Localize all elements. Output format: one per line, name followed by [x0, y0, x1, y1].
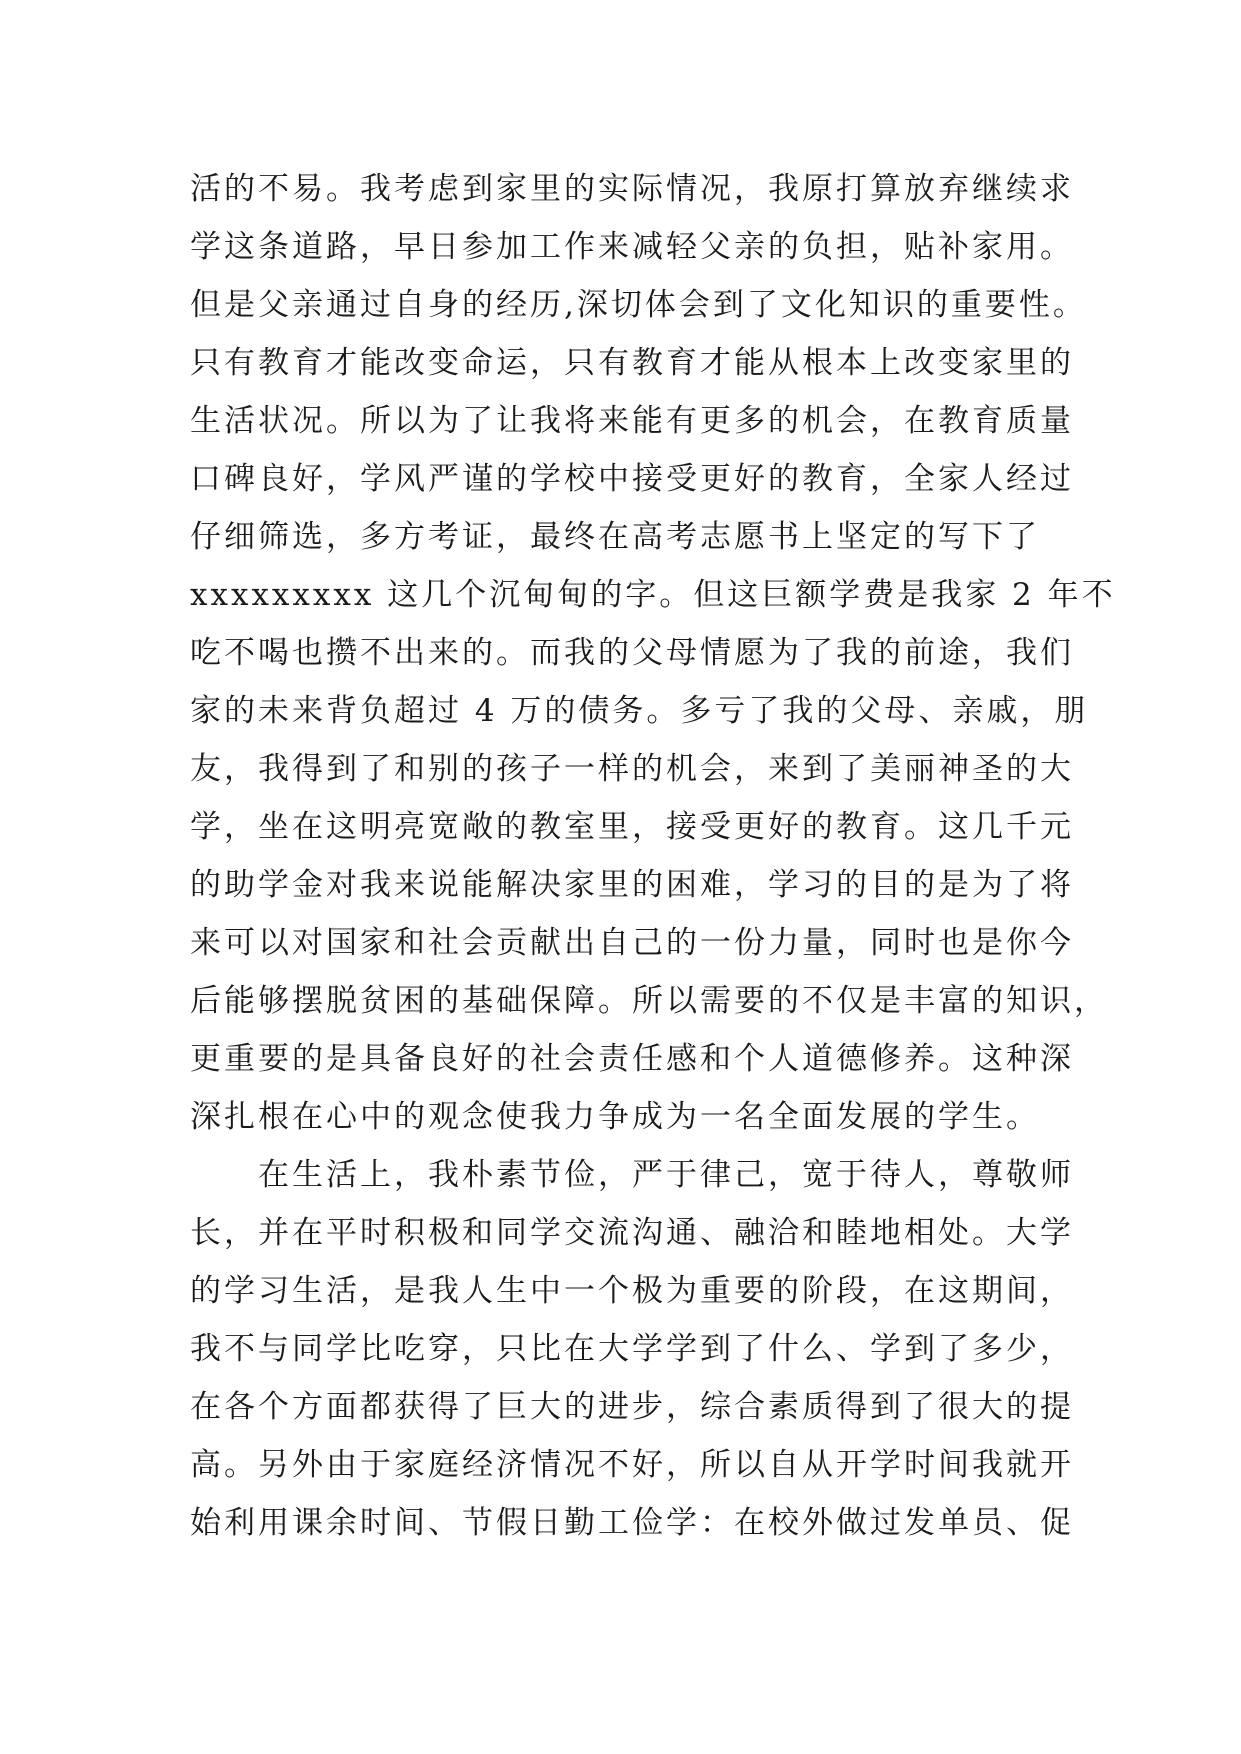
body-text — [190, 160, 1116, 1552]
text-line: 更重要的是具备良好的社会责任感和个人道德修养。这种深 — [190, 1041, 1074, 1077]
text-line: 始利用课余时间、节假日勤工俭学：在校外做过发单员、促 — [190, 1505, 1074, 1541]
text-line: 但是父亲通过自身的经历,深切体会到了文化知识的重要性。 — [190, 287, 1087, 323]
text-line: 的学习生活，是我人生中一个极为重要的阶段，在这期间， — [190, 1273, 1074, 1309]
text-line: 学，坐在这明亮宽敞的教室里，接受更好的教育。这几千元 — [190, 809, 1074, 845]
text-line: xxxxxxxxx 这几个沉甸甸的字。但这巨额学费是我家 2 年不 — [190, 577, 1116, 613]
text-line: 活的不易。我考虑到家里的实际情况，我原打算放弃继续求 — [190, 171, 1074, 207]
text-line: 吃不喝也攒不出来的。而我的父母情愿为了我的前途，我们 — [190, 635, 1074, 671]
text-line: 在各个方面都获得了巨大的进步，综合素质得到了很大的提 — [190, 1389, 1074, 1425]
text-line: 友，我得到了和别的孩子一样的机会，来到了美丽神圣的大 — [190, 751, 1074, 787]
text-line: 生活状况。所以为了让我将来能有更多的机会，在教育质量 — [190, 403, 1074, 439]
text-line: 我不与同学比吃穿，只比在大学学到了什么、学到了多少， — [190, 1331, 1074, 1367]
text-line: 家的未来背负超过 4 万的债务。多亏了我的父母、亲戚，朋 — [190, 693, 1089, 729]
text-line: 学这条道路，早日参加工作来减轻父亲的负担，贴补家用。 — [190, 229, 1074, 265]
text-line: 长，并在平时积极和同学交流沟通、融洽和睦地相处。大学 — [190, 1215, 1074, 1251]
text-line: 仔细筛选，多方考证，最终在高考志愿书上坚定的写下了 — [190, 519, 1040, 555]
text-line: 的助学金对我来说能解决家里的困难，学习的目的是为了将 — [190, 867, 1074, 903]
text-line: 只有教育才能改变命运，只有教育才能从根本上改变家里的 — [190, 345, 1074, 381]
text-line: 高。另外由于家庭经济情况不好，所以自从开学时间我就开 — [190, 1447, 1074, 1483]
text-line: 口碑良好，学风严谨的学校中接受更好的教育，全家人经过 — [190, 461, 1074, 497]
text-line: 后能够摆脱贫困的基础保障。所以需要的不仅是丰富的知识， — [190, 983, 1108, 1019]
paragraph-start-line: 在生活上，我朴素节俭，严于律己，宽于待人，尊敬师 — [190, 1157, 1074, 1193]
text-line: 深扎根在心中的观念使我力争成为一名全面发展的学生。 — [190, 1099, 1040, 1135]
text-line: 来可以对国家和社会贡献出自己的一份力量，同时也是你今 — [190, 925, 1074, 961]
